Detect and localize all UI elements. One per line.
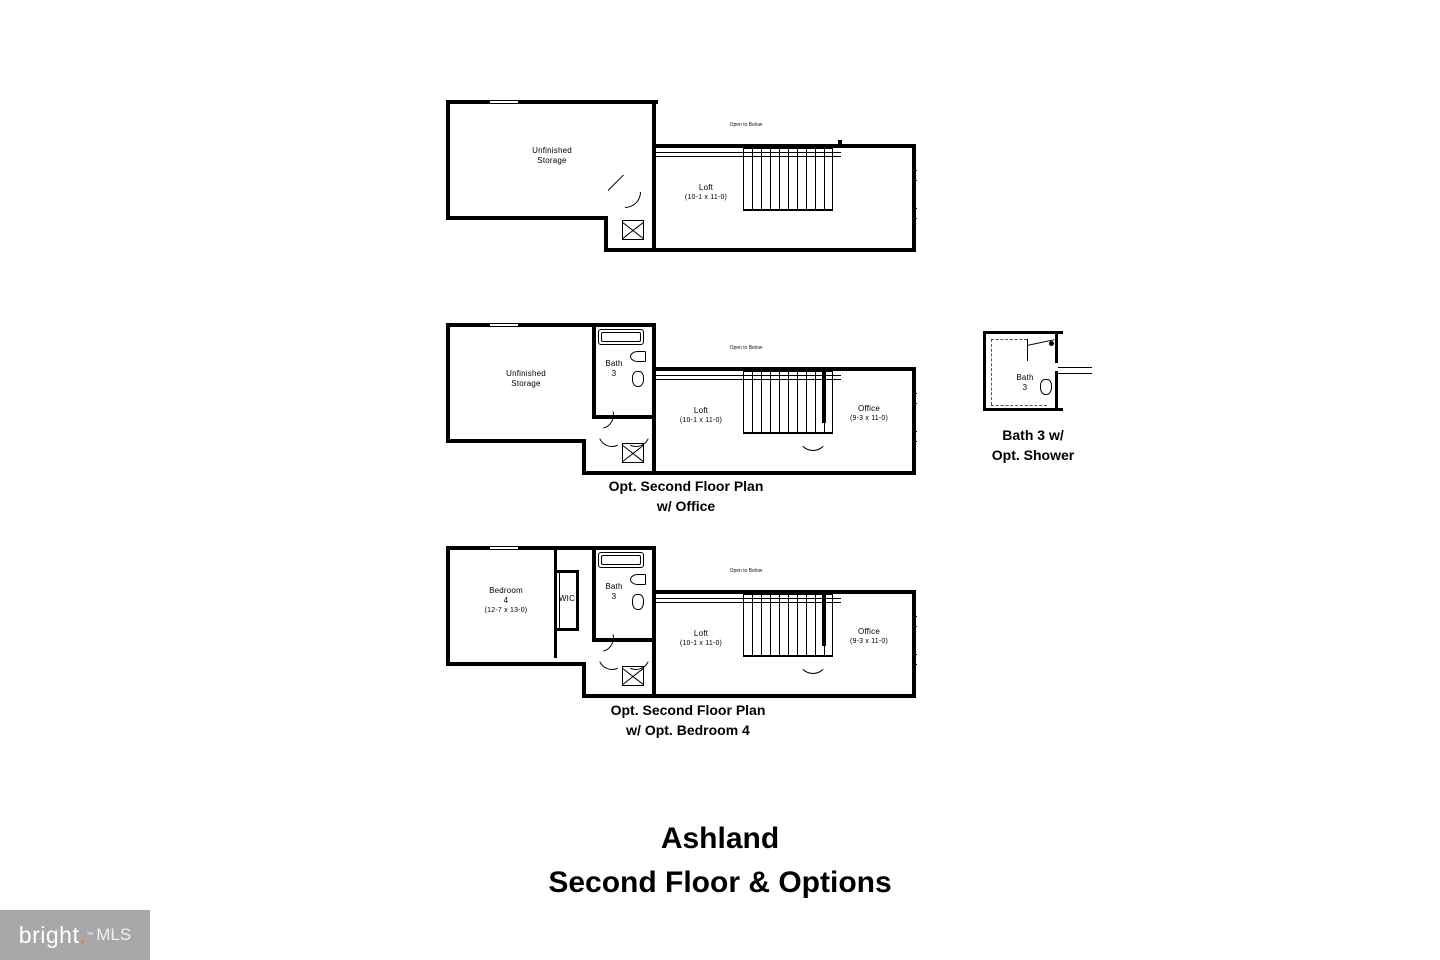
room-label-line1: Unfinished [532, 146, 572, 155]
room-label-line1: Bath [605, 582, 623, 591]
room-label-bedroom-4 [458, 586, 554, 616]
room-label-loft [656, 629, 746, 649]
stair-step [788, 594, 789, 656]
window-mark [914, 626, 917, 627]
bathtub [598, 329, 644, 345]
wall [912, 590, 916, 698]
wall [912, 367, 916, 475]
window-mark [446, 622, 449, 623]
door-swing [798, 644, 828, 674]
plan-opt-second-floor-office [446, 323, 921, 473]
wall [446, 100, 658, 104]
wall [446, 662, 586, 666]
stair-step [797, 148, 798, 210]
stair-step [779, 594, 780, 656]
dashed-line [991, 405, 1047, 406]
watermark-suffix: MLS [96, 925, 132, 944]
stair-step [779, 371, 780, 433]
annotation-open-to-below: Open to Below [729, 122, 763, 128]
room-label-line2: Storage [537, 156, 567, 165]
wall [446, 323, 596, 327]
wall [912, 144, 916, 252]
caption-bath3-opt-shower [933, 425, 1133, 465]
plan-second-floor [446, 100, 921, 250]
room-label-line2: 3 [611, 592, 617, 601]
wall [446, 100, 450, 220]
wall [582, 471, 656, 475]
room-label-line1: Loft [693, 406, 709, 415]
watermark-tm: ™ [86, 931, 94, 939]
window-mark [446, 136, 449, 137]
room-label-bath-3 [594, 359, 634, 379]
window-mark [914, 664, 917, 665]
room-label-bath-3 [594, 582, 634, 602]
page-subtitle [0, 862, 1440, 904]
annotation-open-to-below: Open to Below [729, 345, 763, 351]
window-opening [492, 323, 516, 324]
wall [592, 546, 656, 550]
wall [652, 323, 656, 475]
stair-step [824, 148, 825, 210]
caption-line1: Bath 3 w/ [1002, 427, 1064, 443]
stair-step [788, 371, 789, 433]
wall [446, 546, 450, 666]
room-dimensions: (10-1 x 11-0) [684, 194, 728, 201]
room-label-wic [552, 594, 582, 604]
room-label-loft [661, 183, 751, 203]
page-title [0, 818, 1440, 860]
wall-line [1058, 373, 1092, 374]
window-mark [446, 572, 449, 573]
page-subtitle-line1: Second Floor & Options [548, 866, 892, 899]
room-dimensions: (9-3 x 11-0) [849, 638, 889, 645]
room-label-bath-3 [1005, 373, 1045, 393]
caption-line2: w/ Opt. Bedroom 4 [626, 722, 750, 738]
window-mark [446, 166, 449, 167]
room-dimensions: (10-1 x 11-0) [679, 640, 723, 647]
room-label-office [826, 404, 912, 424]
wall [1055, 331, 1058, 363]
window-mark [446, 359, 449, 360]
window-mark [914, 208, 917, 209]
stair-step [806, 148, 807, 210]
door-swing [602, 169, 647, 214]
room-label-office [826, 627, 912, 647]
window-mark [914, 403, 917, 404]
wall [652, 546, 656, 698]
room-label-line2: 3 [1022, 383, 1028, 392]
window-mark [446, 176, 449, 177]
wall [446, 323, 450, 443]
window-opening [490, 101, 518, 103]
room-label-line1: Loft [698, 183, 714, 192]
attic-access-hatch [622, 220, 644, 240]
attic-access-hatch [622, 666, 644, 686]
caption-line2: w/ Office [656, 498, 716, 514]
wall [604, 216, 608, 252]
stair-step [788, 148, 789, 210]
wall [582, 662, 586, 698]
stair-rail [743, 210, 833, 211]
window-mark [914, 616, 917, 617]
caption-line1: Opt. Second Floor Plan [608, 478, 764, 494]
window-mark [914, 218, 917, 219]
room-label-line1: Office [858, 627, 880, 636]
window-mark [914, 654, 917, 655]
stair-step [752, 371, 753, 433]
window-mark [914, 393, 917, 394]
wall [604, 248, 656, 252]
window-mark [446, 612, 449, 613]
wall [652, 248, 916, 252]
wall [652, 471, 916, 475]
wall-line [1058, 367, 1092, 368]
room-label-loft [656, 406, 746, 426]
wall [983, 331, 986, 411]
window-mark [914, 180, 917, 181]
window-opening [492, 546, 516, 547]
window-mark [914, 431, 917, 432]
dashed-line [991, 339, 992, 405]
bathtub [598, 552, 644, 568]
wall [446, 216, 608, 220]
window-mark [446, 582, 449, 583]
plan-opt-second-floor-bedroom4 [446, 546, 921, 696]
window-opening [490, 324, 518, 326]
wall [652, 100, 656, 252]
room-label-line1: Bath [1016, 373, 1034, 382]
room-label-line1: Bath [605, 359, 623, 368]
wall [446, 439, 586, 443]
stair-step [815, 148, 816, 210]
page-title-line1: Ashland [660, 822, 780, 855]
door-swing [798, 421, 828, 451]
window-mark [446, 126, 449, 127]
room-label-unfinished-storage [466, 369, 586, 389]
window-opening [490, 547, 518, 549]
stair-step [797, 371, 798, 433]
wall [554, 628, 579, 631]
caption-opt-second-floor-office [526, 476, 846, 516]
window-mark [446, 399, 449, 400]
room-dimensions: (10-1 x 11-0) [679, 417, 723, 424]
stair-step [752, 148, 753, 210]
wall [1055, 371, 1058, 411]
window-mark [914, 170, 917, 171]
plan-bath3-opt-shower [983, 331, 1073, 416]
stair-step [752, 594, 753, 656]
window-mark [914, 441, 917, 442]
room-label-line2: 3 [611, 369, 617, 378]
stair-step [761, 148, 762, 210]
shower-head [1049, 341, 1054, 346]
wall [446, 546, 596, 550]
wall [582, 439, 586, 475]
stair-step [761, 371, 762, 433]
dashed-line [991, 339, 1027, 340]
room-dimensions: (9-3 x 11-0) [849, 415, 889, 422]
wall [652, 694, 916, 698]
stair-step [770, 148, 771, 210]
watermark-bright-mls [0, 910, 150, 960]
caption-line2: Opt. Shower [991, 447, 1075, 463]
wall [838, 140, 842, 148]
caption-opt-second-floor-bedroom4 [528, 700, 848, 740]
stair-step [779, 148, 780, 210]
caption-line1: Opt. Second Floor Plan [610, 702, 766, 718]
stair-step [770, 371, 771, 433]
window-mark [446, 349, 449, 350]
stair-step [797, 594, 798, 656]
wall [983, 408, 1063, 411]
stair-step [770, 594, 771, 656]
window-opening [492, 100, 516, 101]
room-label-line1: Bedroom [489, 586, 523, 595]
room-label-unfinished-storage [492, 146, 612, 166]
room-label-line1: Office [858, 404, 880, 413]
room-label-line1: Loft [693, 629, 709, 638]
annotation-open-to-below: Open to Below [729, 568, 763, 574]
wall [582, 694, 656, 698]
shower-enclosure [1027, 339, 1028, 361]
room-label-line2: Storage [511, 379, 541, 388]
watermark-brand: bright. [18, 921, 87, 948]
room-label-line1: Unfinished [506, 369, 546, 378]
room-label-line1: WIC [558, 594, 576, 603]
attic-access-hatch [622, 443, 644, 463]
wall [554, 570, 579, 573]
room-label-line2: 4 [503, 596, 509, 605]
window-mark [446, 389, 449, 390]
wall [592, 323, 656, 327]
stair-step [761, 594, 762, 656]
room-dimensions: (12-7 x 13-0) [484, 607, 528, 614]
wall [983, 331, 1063, 334]
